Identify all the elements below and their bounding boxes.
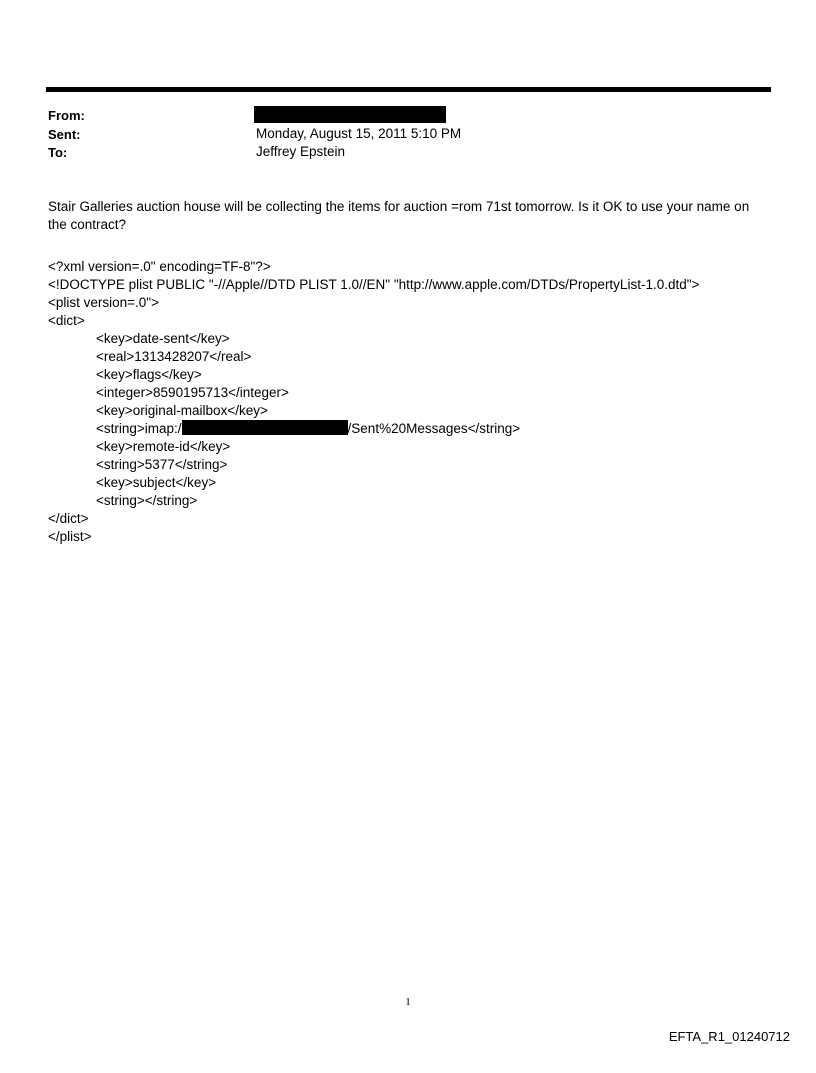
key-subject: <key>subject</key>	[96, 475, 217, 490]
document-id: EFTA_R1_01240712	[668, 1029, 790, 1044]
dict-close: </dict>	[48, 511, 89, 526]
string-subject: <string></string>	[96, 493, 198, 508]
sent-value: Monday, August 15, 2011 5:10 PM	[256, 126, 462, 141]
redacted-mailbox-path	[182, 420, 348, 435]
plist-close: </plist>	[48, 529, 92, 544]
to-value: Jeffrey Epstein	[256, 144, 346, 159]
doctype-line: <!DOCTYPE plist PUBLIC "-//Apple//DTD PLIST 1.0//EN" "http://www.apple.com/DTDs/PropertyList-1.0.dtd">	[48, 277, 700, 292]
to-label: To:	[48, 145, 68, 160]
real-date: <real>1313428207</real>	[96, 349, 252, 364]
redacted-sender	[254, 106, 446, 123]
dict-open: <dict>	[48, 313, 85, 328]
plist-open: <plist version=.0">	[48, 295, 159, 310]
page-number: 1	[405, 996, 411, 1008]
header-rule	[46, 87, 771, 92]
key-original-mailbox: <key>original-mailbox</key>	[96, 403, 268, 418]
key-flags: <key>flags</key>	[96, 367, 202, 382]
key-date-sent: <key>date-sent</key>	[96, 331, 230, 346]
imap-suffix: /Sent%20Messages</string>	[347, 421, 521, 436]
string-remote-id: <string>5377</string>	[96, 457, 228, 472]
key-remote-id: <key>remote-id</key>	[96, 439, 231, 454]
from-label: From:	[48, 108, 85, 123]
plist-block	[48, 258, 699, 546]
imap-prefix: <string>imap:/	[96, 421, 182, 436]
xml-declaration: <?xml version=.0" encoding=TF-8"?>	[48, 259, 271, 274]
integer-flags: <integer>8590195713</integer>	[96, 385, 289, 400]
string-imap	[48, 420, 699, 438]
sent-label: Sent:	[48, 127, 81, 142]
message-body: Stair Galleries auction house will be collecting the items for auction =rom 71st tomorrow. Is it OK to use your name on the contract?	[48, 199, 750, 232]
